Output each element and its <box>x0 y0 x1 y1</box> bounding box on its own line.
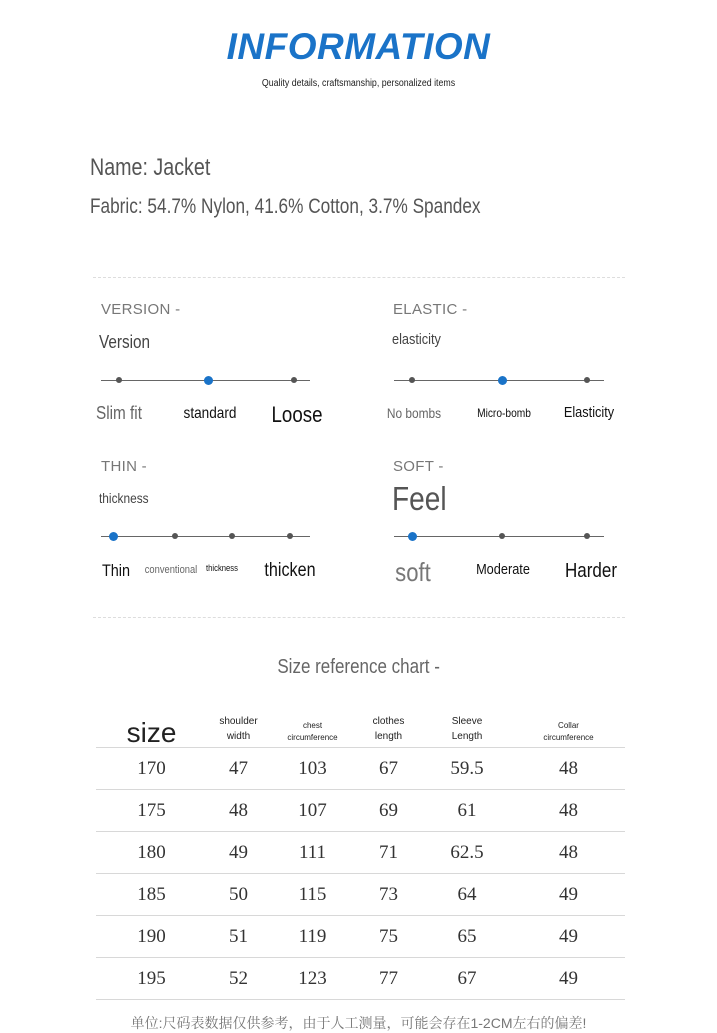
table-cell: 123 <box>270 958 355 1000</box>
table-cell: 62.5 <box>422 832 512 874</box>
table-cell: 75 <box>355 916 422 958</box>
table-cell: 48 <box>512 790 625 832</box>
table-cell: 49 <box>512 916 625 958</box>
page-title: INFORMATION <box>226 26 491 67</box>
table-cell: 49 <box>512 874 625 916</box>
table-cell: 71 <box>355 832 422 874</box>
size-table-body <box>96 748 625 1000</box>
table-cell: 48 <box>207 790 270 832</box>
table-row <box>96 790 625 832</box>
soft-label-soft: soft <box>395 557 431 587</box>
table-row <box>96 916 625 958</box>
elastic-subheading: elasticity <box>392 331 441 348</box>
thin-subheading: thickness <box>99 490 149 506</box>
column-header-sleeve-length: Sleeve Length <box>451 716 483 742</box>
table-cell: 119 <box>270 916 355 958</box>
elastic-label-no-bombs: No bombs <box>386 405 442 421</box>
elastic-label-elasticity: Elasticity <box>563 404 615 421</box>
soft-scale-point <box>584 533 590 539</box>
table-cell: 50 <box>207 874 270 916</box>
soft-heading: SOFT - <box>393 458 444 475</box>
table-cell: 115 <box>270 874 355 916</box>
elastic-label-micro-bomb: Micro-bomb <box>477 406 531 420</box>
version-label-slim-fit: Slim fit <box>96 403 142 423</box>
elastic-scale-point <box>584 377 590 383</box>
table-row <box>96 958 625 1000</box>
elastic-scale-point <box>409 377 415 383</box>
soft-scale-point <box>499 533 505 539</box>
table-cell: 73 <box>355 874 422 916</box>
size-table <box>96 704 625 1000</box>
size-table-header <box>96 704 625 748</box>
table-cell: 48 <box>512 748 625 790</box>
table-cell: 65 <box>422 916 512 958</box>
table-cell: 190 <box>96 916 207 958</box>
divider <box>93 617 625 618</box>
version-scale-point <box>116 377 122 383</box>
column-header-shoulder-width: shoulder width <box>219 716 258 742</box>
table-cell: 195 <box>96 958 207 1000</box>
table-cell: 67 <box>422 958 512 1000</box>
table-cell: 170 <box>96 748 207 790</box>
table-row <box>96 832 625 874</box>
table-cell: 111 <box>270 832 355 874</box>
soft-label-moderate: Moderate <box>476 561 530 578</box>
thin-label-thin: Thin <box>101 561 131 580</box>
version-scale-point-selected <box>204 376 213 385</box>
thin-label-conventional: conventional <box>144 564 198 576</box>
table-cell: 47 <box>207 748 270 790</box>
table-cell: 175 <box>96 790 207 832</box>
divider <box>93 277 625 278</box>
elastic-heading: ELASTIC - <box>393 301 468 318</box>
table-cell: 48 <box>512 832 625 874</box>
thin-heading: THIN - <box>101 458 147 475</box>
table-cell: 64 <box>422 874 512 916</box>
thin-scale-point <box>172 533 178 539</box>
table-cell: 107 <box>270 790 355 832</box>
table-cell: 59.5 <box>422 748 512 790</box>
size-chart-title: Size reference chart - <box>277 656 440 678</box>
thin-scale-line <box>101 536 310 537</box>
version-scale-point <box>291 377 297 383</box>
version-heading: VERSION - <box>101 301 181 318</box>
column-header-clothes-length: clothes length <box>372 716 405 742</box>
size-chart-footnote: 单位:尺码表数据仅供参考，由于人工测量，可能会存在1-2CM左右的偏差! <box>130 1015 587 1031</box>
thin-scale-point-selected <box>109 532 118 541</box>
soft-label-harder: Harder <box>565 560 617 582</box>
thin-scale-point <box>229 533 235 539</box>
product-name: Name: Jacket <box>90 154 211 181</box>
column-header-size: size <box>126 717 177 748</box>
version-label-loose: Loose <box>271 402 323 427</box>
column-header-chest-circumference: chest circumference <box>287 721 338 742</box>
table-cell: 49 <box>207 832 270 874</box>
column-header-collar-circumference: Collar circumference <box>543 721 594 742</box>
table-cell: 51 <box>207 916 270 958</box>
table-cell: 185 <box>96 874 207 916</box>
thin-label-thickness: thickness <box>206 563 238 573</box>
table-cell: 77 <box>355 958 422 1000</box>
page-subtitle: Quality details, craftsmanship, personalized items <box>261 78 456 89</box>
table-cell: 103 <box>270 748 355 790</box>
version-subheading: Version <box>99 332 151 352</box>
table-cell: 69 <box>355 790 422 832</box>
product-fabric: Fabric: 54.7% Nylon, 41.6% Cotton, 3.7% Spandex <box>90 195 481 218</box>
table-cell: 180 <box>96 832 207 874</box>
elastic-scale-point-selected <box>498 376 507 385</box>
soft-subheading: Feel <box>392 480 447 517</box>
soft-scale-point-selected <box>408 532 417 541</box>
table-cell: 67 <box>355 748 422 790</box>
table-cell: 61 <box>422 790 512 832</box>
thin-scale-point <box>287 533 293 539</box>
table-cell: 52 <box>207 958 270 1000</box>
table-row <box>96 748 625 790</box>
table-row <box>96 874 625 916</box>
table-cell: 49 <box>512 958 625 1000</box>
thin-label-thicken: thicken <box>264 560 316 581</box>
version-label-standard: standard <box>183 405 237 422</box>
